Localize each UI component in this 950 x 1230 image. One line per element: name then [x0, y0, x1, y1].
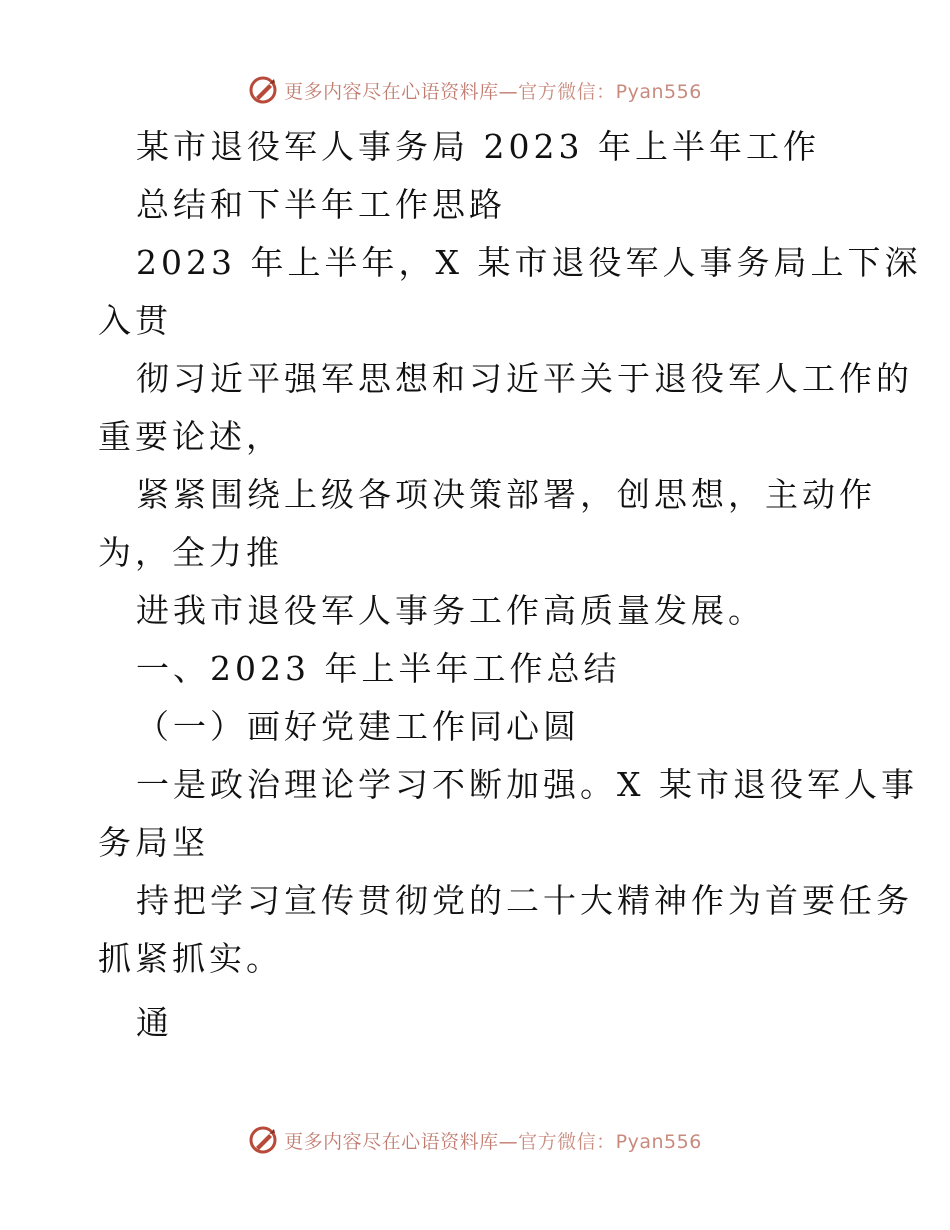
doc-title-line-2: 总结和下半年工作思路 — [136, 185, 506, 224]
doc-paragraph-line: 紧紧围绕上级各项决策部署，创思想，主动作 — [136, 475, 876, 514]
doc-paragraph-line: 通 — [136, 1003, 173, 1042]
section-heading: 一、2023 年上半年工作总结 — [136, 649, 621, 688]
watermark-wechat: 官方微信：Pyan556 — [518, 80, 702, 103]
subsection-heading: （一）画好党建工作同心圆 — [136, 707, 580, 746]
doc-paragraph-line: 入贯 — [98, 301, 172, 340]
watermark-site: 更多内容尽在心语资料库— — [284, 1130, 519, 1153]
watermark-footer — [0, 1118, 950, 1162]
watermark-site: 更多内容尽在心语资料库— — [284, 80, 519, 103]
doc-paragraph-line: 彻习近平强军思想和习近平关于退役军人工作的 — [136, 359, 913, 398]
doc-paragraph-line: 重要论述， — [98, 417, 283, 456]
doc-paragraph-line: 进我市退役军人事务工作高质量发展。 — [136, 591, 765, 630]
watermark-text — [284, 1127, 702, 1154]
quill-logo-icon — [248, 1125, 278, 1155]
doc-paragraph-line: 持把学习宣传贯彻党的二十大精神作为首要任务 — [136, 881, 913, 920]
doc-paragraph-line: 为，全力推 — [98, 533, 283, 572]
doc-paragraph-line: 2023 年上半年，X 某市退役军人事务局上下深 — [136, 243, 922, 282]
doc-paragraph-line: 一是政治理论学习不断加强。X 某市退役军人事 — [136, 765, 918, 804]
doc-paragraph-line: 抓紧抓实。 — [98, 939, 283, 978]
watermark-wechat: 官方微信：Pyan556 — [518, 1130, 702, 1153]
doc-title-line-1: 某市退役军人事务局 2023 年上半年工作 — [136, 127, 820, 166]
doc-paragraph-line: 务局坚 — [98, 823, 209, 862]
